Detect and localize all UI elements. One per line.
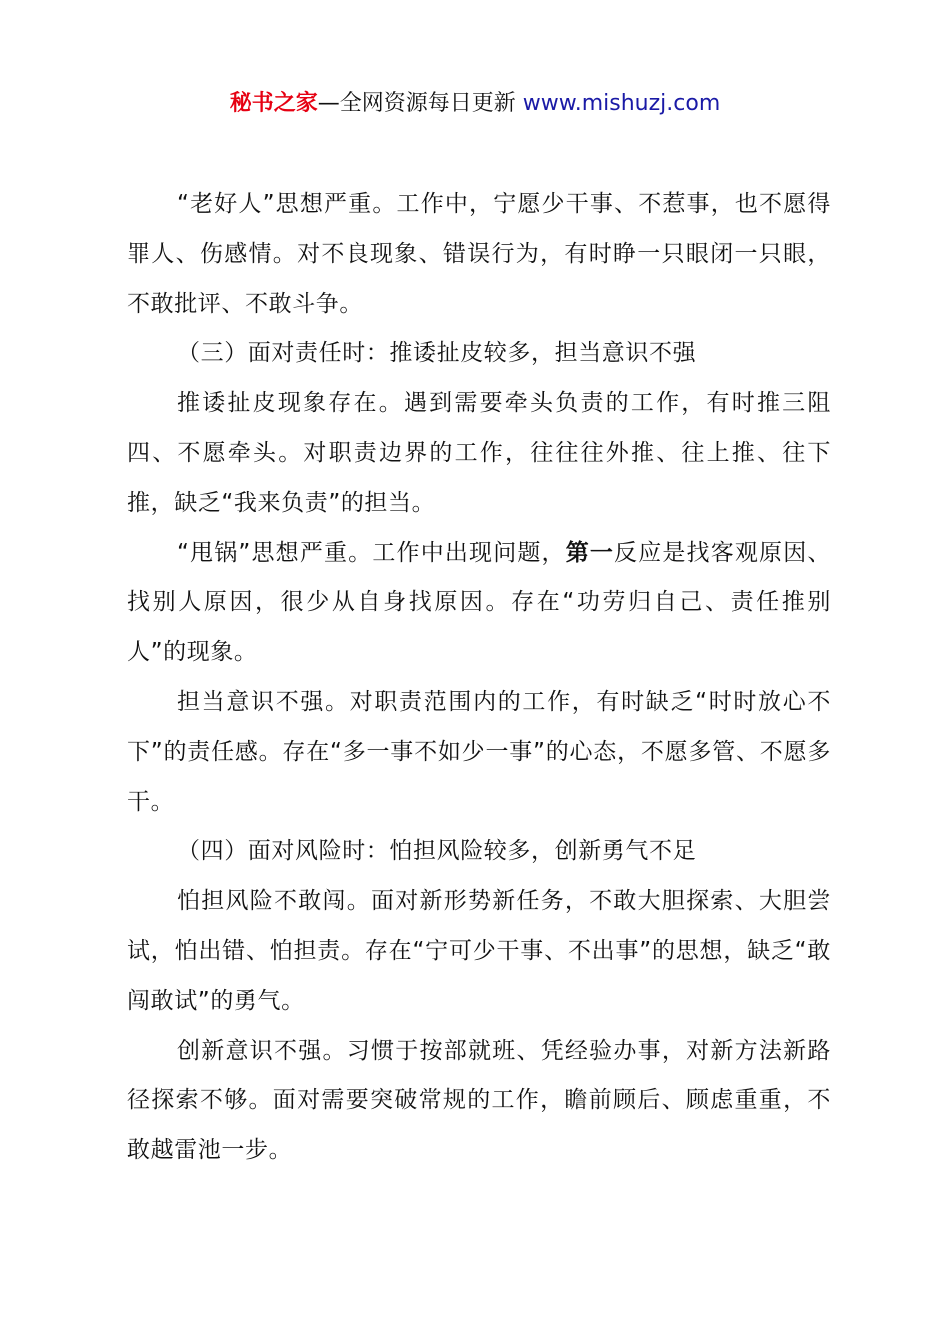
paragraph-weak-innovation: 创新意识不强。习惯于按部就班、凭经验办事，对新方法新路径探索不够。面对需要突破常规的工作，瞻前顾后、顾虑重重，不敢越雷池一步。 bbox=[127, 1037, 831, 1164]
page-header bbox=[0, 88, 950, 120]
paragraph-old-good-person: “老好人”思想严重。工作中，宁愿少干事、不惹事，也不愿得罪人、伤感情。对不良现象、错误行为，有时睁一只眼闭一只眼，不敢批评、不敢斗争。 bbox=[127, 191, 831, 317]
paragraph-text-bold: 第一 bbox=[565, 539, 615, 566]
header-brand: 秘书之家 bbox=[229, 91, 318, 116]
section-heading-3: （三）面对责任时：推诿扯皮较多，担当意识不强 bbox=[177, 340, 697, 367]
paragraph-shifting-blame bbox=[127, 529, 831, 678]
paragraph-weak-responsibility: 担当意识不强。对职责范围内的工作，有时缺乏“时时放心不下”的责任感。存在“多一事不如少一事”的心态，不愿多管、不愿多干。 bbox=[127, 688, 831, 815]
paragraph-fear-of-risk: 怕担风险不敢闯。面对新形势新任务，不敢大胆探索、大胆尝试，怕出错、怕担责。存在“宁可少干事、不出事”的思想，缺乏“敢闯敢试”的勇气。 bbox=[127, 888, 831, 1014]
document-body bbox=[127, 180, 831, 1176]
paragraph-passing-buck: 推诿扯皮现象存在。遇到需要牵头负责的工作，有时推三阻四、不愿牵头。对职责边界的工作，往往往外推、往上推、往下推，缺乏“我来负责”的担当。 bbox=[127, 390, 831, 516]
header-url-link[interactable]: www.mishuzj.com bbox=[522, 91, 721, 116]
section-heading-4: （四）面对风险时：怕担风险较多，创新勇气不足 bbox=[177, 838, 697, 865]
paragraph-text-before: “甩锅”思想严重。工作中出现问题， bbox=[177, 539, 566, 566]
header-tagline: —全网资源每日更新 bbox=[317, 91, 516, 116]
paragraph-text-after: 反应是找客观原因、找别人原因，很少从自身找原因。存在“功劳归自己、责任推别人”的现象。 bbox=[127, 539, 831, 666]
